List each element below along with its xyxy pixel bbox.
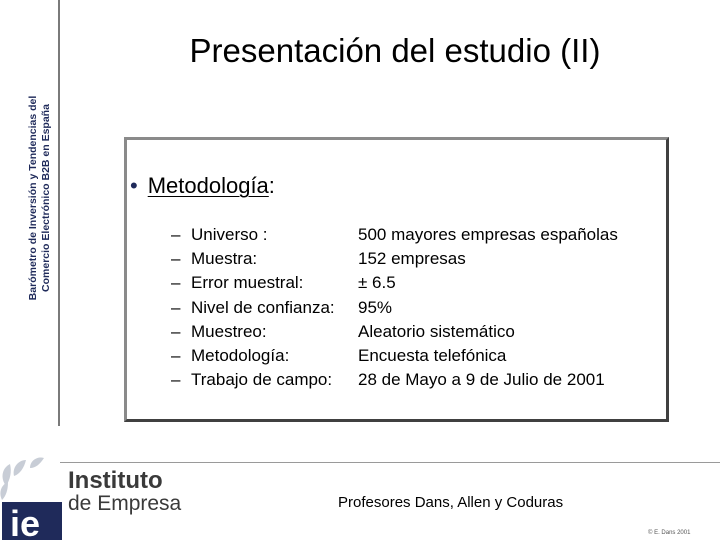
list-item [171,296,618,320]
list-item [171,320,618,344]
list-item [171,271,618,295]
item-label: Muestra: [191,249,258,269]
item-label: Muestreo: [191,321,267,341]
footer-copyright: © E. Dans 2001 [648,530,691,536]
dash-icon: – [171,225,181,244]
logo-line-2: de Empresa [68,492,182,515]
item-label: Universo : [191,225,268,244]
sidebar-line-1: Barómetro de Inversión y Tendencias del [27,95,39,301]
bullet-icon: • [130,173,138,198]
item-label: Metodología: [191,345,290,365]
section-heading [130,171,275,201]
laurel-icon [0,457,44,500]
list-item [171,223,618,247]
dash-icon: – [171,345,181,365]
dash-icon: – [171,297,181,317]
item-value: 28 de Mayo a 9 de Julio de 2001 [358,370,605,390]
section-heading-text: Metodología [147,173,269,198]
item-label: Error muestral: [191,273,304,293]
item-value: ± 6.5 [358,273,396,293]
sidebar-report-title [18,78,62,318]
item-value: Encuesta telefónica [358,345,507,365]
ie-logo-mark: ie [10,503,41,540]
methodology-list [171,223,618,392]
dash-icon: – [171,370,181,390]
logo-line-1: Instituto [68,467,163,494]
item-value: 500 mayores empresas españolas [358,225,618,244]
list-item [171,247,618,271]
list-item [171,344,618,368]
sidebar-divider [58,0,60,426]
item-value: Aleatorio sistemático [358,321,515,341]
item-label: Trabajo de campo: [191,370,333,390]
dash-icon: – [171,273,181,293]
item-label: Nivel de confianza: [191,297,335,317]
item-value: 95% [358,297,393,317]
sidebar-line-2: Comercio Electrónico B2B en España [40,104,52,292]
section-heading-colon: : [268,173,275,198]
item-value: 152 empresas [358,249,466,269]
instituto-de-empresa-logo [0,456,200,540]
footer-authors: Profesores Dans, Allen y Coduras [338,494,564,511]
dash-icon: – [171,249,181,269]
list-item [171,368,618,392]
slide-title: Presentación del estudio (II) [189,32,601,69]
dash-icon: – [171,321,181,341]
